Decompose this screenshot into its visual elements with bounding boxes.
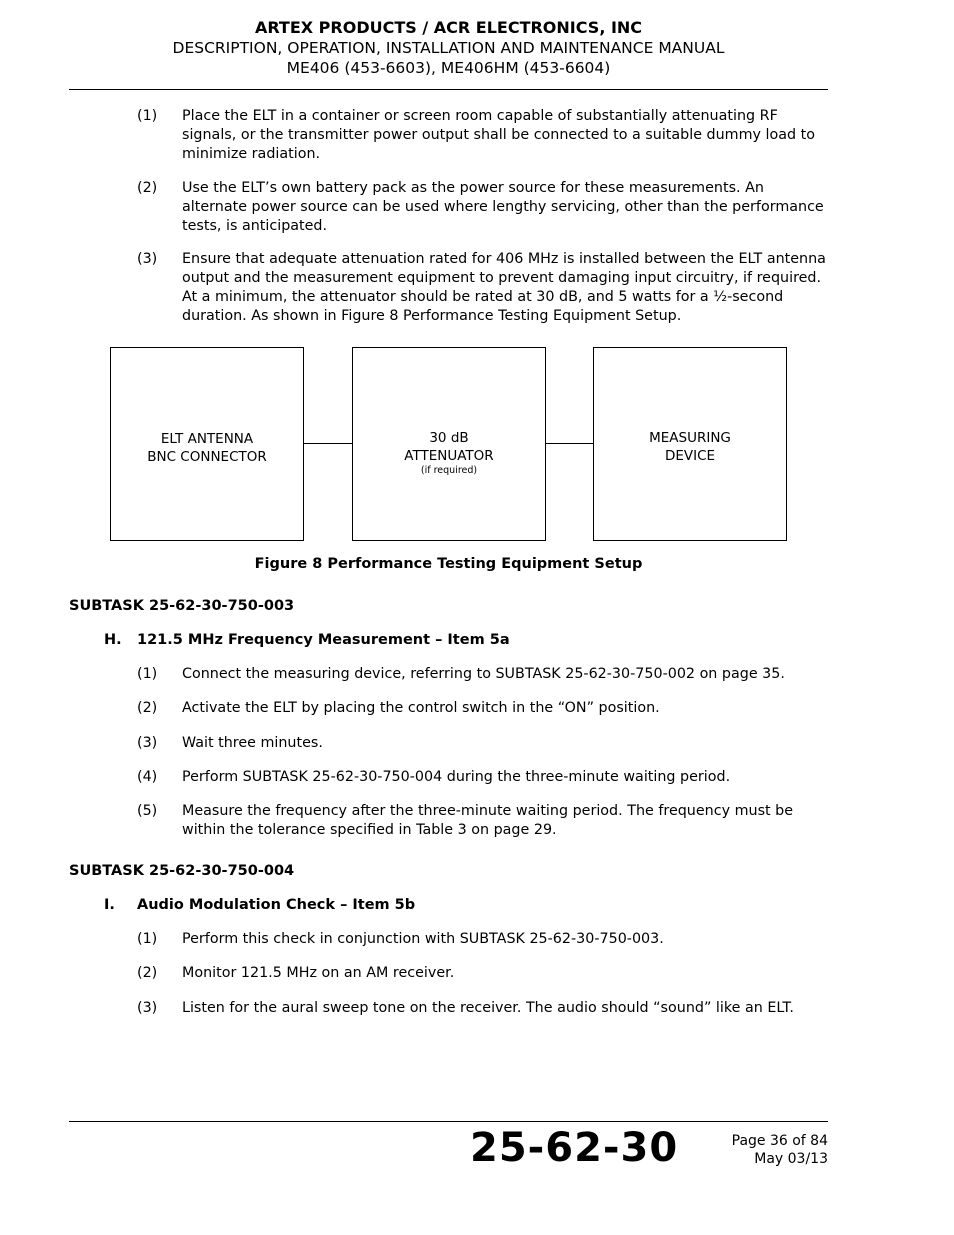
item-number: (3) <box>137 735 158 751</box>
item-text: Wait three minutes. <box>182 735 323 751</box>
item-text: Activate the ELT by placing the control switch in the “ON” position. <box>182 700 660 716</box>
company-name: ARTEX PRODUCTS / ACR ELECTRONICS, INC <box>254 18 643 37</box>
item-number: (2) <box>137 700 158 716</box>
section-title: 121.5 MHz Frequency Measurement – Item 5a <box>137 632 510 648</box>
elt-antenna-box <box>110 347 304 541</box>
box-label-line: BNC CONNECTOR <box>147 449 267 465</box>
box-label <box>111 430 303 466</box>
connector-line <box>304 443 352 444</box>
item-number: (1) <box>137 666 158 682</box>
footer-divider <box>69 1121 828 1122</box>
section-title: Audio Modulation Check – Item 5b <box>137 897 416 913</box>
item-text: Measure the frequency after the three-minute waiting period. The frequency must be within the tolerance specified in Table 3 on page 29. <box>182 803 794 838</box>
model-numbers: ME406 (453-6603), ME406HM (453-6604) <box>286 59 611 77</box>
box-label-line: ELT ANTENNA <box>160 431 254 447</box>
box-label <box>594 429 786 465</box>
header-divider <box>69 89 828 90</box>
item-text: Monitor 121.5 MHz on an AM receiver. <box>182 965 455 981</box>
item-text: Perform SUBTASK 25-62-30-750-004 during the three-minute waiting period. <box>182 769 731 785</box>
equipment-setup-diagram <box>110 347 787 541</box>
item-number: (3) <box>137 251 158 267</box>
connector-line <box>546 443 593 444</box>
item-text: Perform this check in conjunction with SUBTASK 25-62-30-750-003. <box>182 931 664 947</box>
item-number: (2) <box>137 965 158 981</box>
document-number: 25-62-30 <box>470 1125 679 1171</box>
box-label-line: DEVICE <box>664 448 716 464</box>
item-number: (1) <box>137 108 158 124</box>
subtask-heading: SUBTASK 25-62-30-750-003 <box>69 598 295 614</box>
section-letter: I. <box>104 897 115 913</box>
item-text: Listen for the aural sweep tone on the receiver. The audio should “sound” like an ELT. <box>182 1000 794 1016</box>
box-label-line: MEASURING <box>649 430 731 446</box>
page-header <box>69 18 828 78</box>
item-number: (4) <box>137 769 158 785</box>
page-number: Page 36 of 84 <box>731 1133 828 1149</box>
page-info <box>732 1132 828 1168</box>
attenuator-box <box>352 347 546 541</box>
section-letter: H. <box>104 632 122 648</box>
revision-date: May 03/13 <box>754 1151 828 1167</box>
item-number: (5) <box>137 803 158 819</box>
manual-title: DESCRIPTION, OPERATION, INSTALLATION AND MAINTENANCE MANUAL <box>172 39 725 57</box>
box-label-line: ATTENUATOR <box>404 448 494 464</box>
box-label <box>353 429 545 476</box>
item-text: Ensure that adequate attenuation rated for 406 MHz is installed between the ELT antenna output and the measurement equipment to prevent damaging input circuitry, if required. At a minimum, the attenuator should be rated at 30 dB, and 5 watts for a ½-second duration. As shown in Figure 8 Performance Testing Equipment Setup. <box>182 251 826 324</box>
box-label-line: 30 dB <box>429 430 469 446</box>
box-note: (if required) <box>420 465 478 476</box>
item-text: Connect the measuring device, referring to SUBTASK 25-62-30-750-002 on page 35. <box>182 666 785 682</box>
item-number: (1) <box>137 931 158 947</box>
subtask-heading: SUBTASK 25-62-30-750-004 <box>69 863 295 879</box>
item-number: (2) <box>137 180 158 196</box>
item-text: Use the ELT’s own battery pack as the power source for these measurements. An alternate power source can be used where lengthy servicing, other than the performance tests, is anticipated. <box>182 180 824 234</box>
measuring-device-box <box>593 347 787 541</box>
item-number: (3) <box>137 1000 158 1016</box>
item-text: Place the ELT in a container or screen room capable of substantially attenuating RF signals, or the transmitter power output shall be connected to a suitable dummy load to minimize radiation. <box>182 108 815 162</box>
figure-caption: Figure 8 Performance Testing Equipment Setup <box>254 556 643 572</box>
